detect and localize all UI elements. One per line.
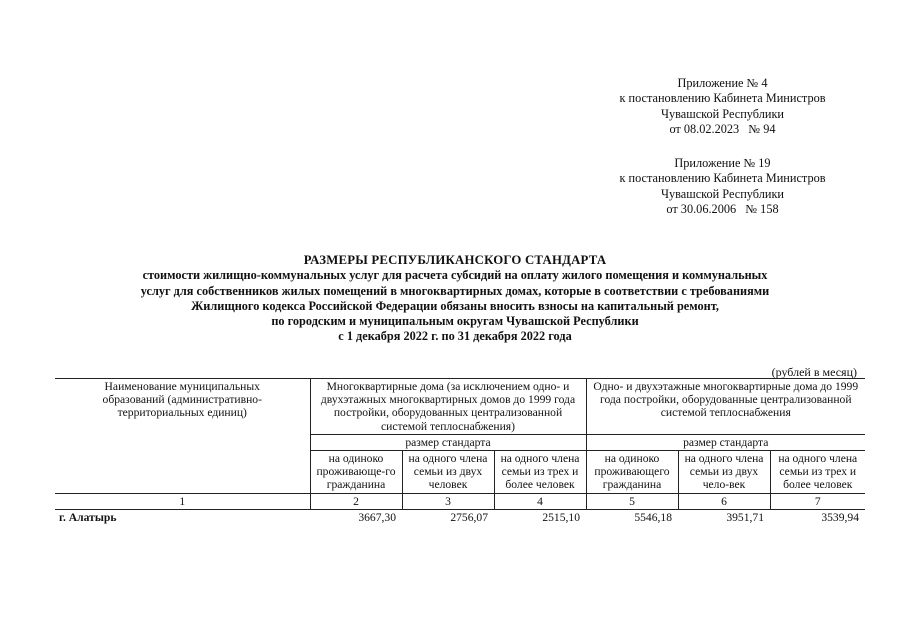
header-group-1: Многоквартирные дома (за исключением одно- и двухэтажных многоквартирных домов до 1999 года постройки, оборудованных централизованной системой теплоснабжения) [310, 379, 586, 435]
unit-note: (рублей в месяц) [771, 365, 857, 379]
appendix-1-line4: от 08.02.2023 № 94 [669, 121, 776, 136]
col-number: 5 [586, 493, 678, 509]
row-value: 2515,10 [542, 510, 581, 524]
row-value: 3539,94 [821, 510, 860, 524]
col-number: 4 [494, 493, 586, 509]
appendix-2-line1: Приложение № 19 [674, 156, 771, 170]
appendix-1-line2: к постановлению Кабинета Министров [619, 91, 826, 106]
row-value: 2756,07 [450, 510, 488, 524]
appendix-2 [590, 156, 855, 217]
title-line-1: стоимости жилищно-коммунальных услуг для расчета субсидий на оплату жилого помещения и коммунальных [142, 268, 768, 283]
col-header-3: на одного члена семьи из двух человек [402, 451, 494, 494]
title-line-2: услуг для собственников жилых помещений в многоквартирных домах, которые в соответствии с требованиями [140, 283, 770, 298]
title-line-4: по городским и муниципальным округам Чувашской Республики [271, 314, 639, 329]
header-group-2: Одно- и двухэтажные многоквартирные дома до 1999 года постройки, оборудованные централизованной системой теплоснабжения [586, 379, 865, 435]
col-header-5: на одиноко проживающего гражданина [586, 451, 678, 494]
appendix-1-line3: Чувашской Республики [660, 106, 784, 121]
document-title [60, 253, 850, 345]
row-value: 3951,71 [726, 510, 765, 524]
subheader-standard-2: размер стандарта [586, 434, 865, 450]
col-header-4: на одного члена семьи из трех и более человек [494, 451, 586, 494]
col-header-6: на одного члена семьи из двух чело-век [678, 451, 770, 494]
subheader-standard-1: размер стандарта [310, 434, 586, 450]
title-line-3: Жилищного кодекса Российской Федерации обязаны вносить взносы на капитальный ремонт, [191, 298, 719, 313]
col-header-2: на одиноко проживающе-го гражданина [310, 451, 402, 494]
col-header-7: на одного члена семьи из трех и более человек [770, 451, 865, 494]
col-number: 7 [770, 493, 865, 509]
row-value: 5546,18 [634, 510, 673, 524]
row-municipality-name: г. Алатырь [59, 510, 117, 524]
row-value: 3667,30 [358, 510, 396, 524]
col-number: 1 [55, 493, 310, 509]
appendix-1-line1: Приложение № 4 [677, 76, 768, 90]
appendix-2-line2: к постановлению Кабинета Министров [619, 171, 826, 186]
standards-table [55, 378, 865, 525]
title-heading: РАЗМЕРЫ РЕСПУБЛИКАНСКОГО СТАНДАРТА [303, 253, 607, 267]
col-number: 2 [310, 493, 402, 509]
appendix-2-line3: Чувашской Республики [660, 186, 784, 201]
header-municipality: Наименование муниципальных образований (административно-территориальных единиц) [55, 379, 310, 494]
title-line-5: с 1 декабря 2022 г. по 31 декабря 2022 года [338, 329, 572, 344]
appendix-1 [590, 76, 855, 137]
col-number: 3 [402, 493, 494, 509]
col-number: 6 [678, 493, 770, 509]
table-row [55, 509, 865, 525]
appendix-2-line4: от 30.06.2006 № 158 [666, 201, 779, 216]
